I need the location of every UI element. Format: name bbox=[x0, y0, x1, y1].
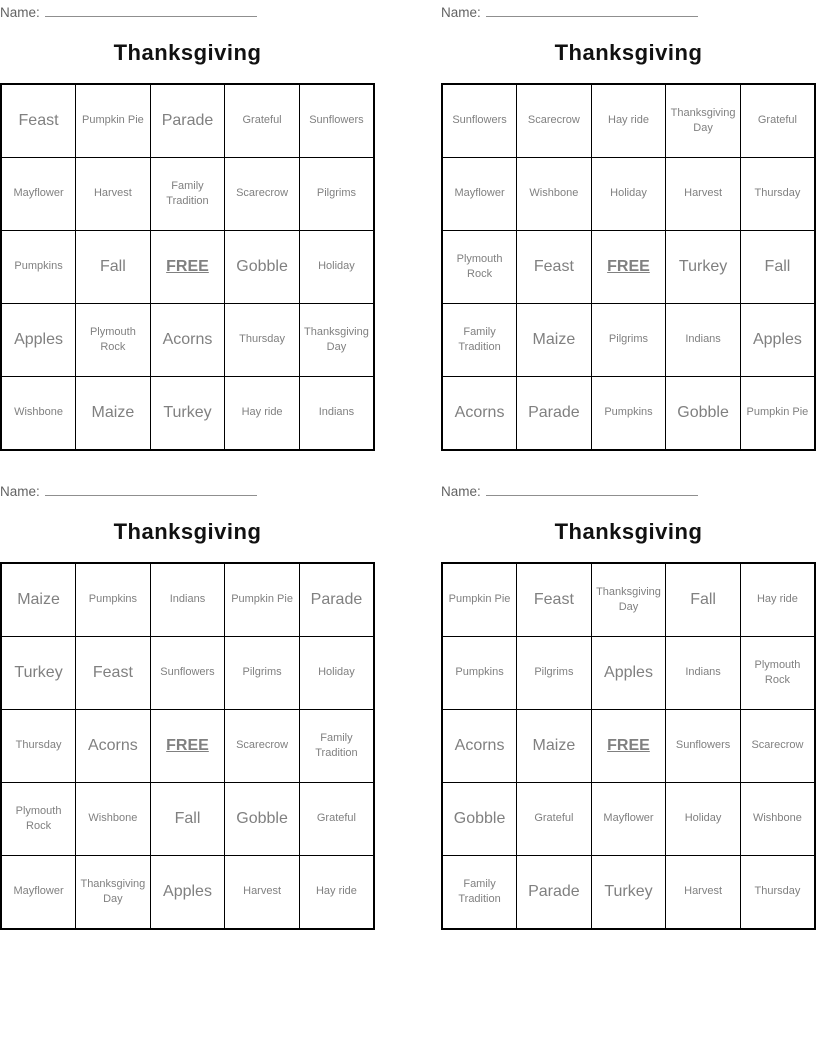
bingo-row bbox=[442, 856, 815, 930]
bingo-row bbox=[442, 563, 815, 637]
bingo-cell: Grateful bbox=[299, 783, 374, 856]
name-fill-line bbox=[45, 3, 257, 17]
bingo-cell: Wishbone bbox=[517, 158, 592, 231]
bingo-cell: Turkey bbox=[150, 377, 225, 451]
bingo-free-cell: FREE bbox=[591, 710, 666, 783]
bingo-cell: Indians bbox=[150, 563, 225, 637]
bingo-cell: Acorns bbox=[442, 710, 517, 783]
bingo-cell: Sunflowers bbox=[150, 637, 225, 710]
bingo-cell: Pumpkins bbox=[591, 377, 666, 451]
bingo-cell: Pumpkin Pie bbox=[740, 377, 815, 451]
bingo-cell: Family Tradition bbox=[150, 158, 225, 231]
bingo-row bbox=[442, 710, 815, 783]
bingo-cell: Scarecrow bbox=[225, 158, 300, 231]
bingo-row bbox=[442, 158, 815, 231]
bingo-cell: Wishbone bbox=[740, 783, 815, 856]
card-title: Thanksgiving bbox=[113, 519, 262, 544]
bingo-cell: Holiday bbox=[299, 637, 374, 710]
bingo-cell: Hay ride bbox=[225, 377, 300, 451]
bingo-cell: Pilgrims bbox=[517, 637, 592, 710]
bingo-cell: Hay ride bbox=[299, 856, 374, 930]
bingo-cell: Thanksgiving Day bbox=[76, 856, 151, 930]
name-row bbox=[0, 482, 257, 499]
bingo-cell: Wishbone bbox=[76, 783, 151, 856]
bingo-grid bbox=[441, 562, 816, 930]
name-row bbox=[441, 3, 698, 20]
bingo-row bbox=[1, 304, 374, 377]
bingo-cell: Pilgrims bbox=[591, 304, 666, 377]
bingo-cell: Holiday bbox=[666, 783, 741, 856]
name-label: Name: bbox=[441, 5, 481, 20]
bingo-cell: Feast bbox=[76, 637, 151, 710]
bingo-row bbox=[442, 304, 815, 377]
bingo-row bbox=[1, 231, 374, 304]
bingo-row bbox=[1, 84, 374, 158]
bingo-cell: Indians bbox=[666, 637, 741, 710]
bingo-cell: Family Tradition bbox=[442, 304, 517, 377]
bingo-cell: Maize bbox=[1, 563, 76, 637]
bingo-cell: Parade bbox=[517, 377, 592, 451]
bingo-cell: Thanksgiving Day bbox=[299, 304, 374, 377]
bingo-cell: Harvest bbox=[76, 158, 151, 231]
bingo-cell: Feast bbox=[517, 231, 592, 304]
bingo-row bbox=[1, 783, 374, 856]
bingo-cell: Thanksgiving Day bbox=[591, 563, 666, 637]
bingo-cell: Parade bbox=[299, 563, 374, 637]
bingo-cell: Pumpkins bbox=[76, 563, 151, 637]
bingo-cell: Plymouth Rock bbox=[442, 231, 517, 304]
bingo-cell: Mayflower bbox=[591, 783, 666, 856]
bingo-cell: Pilgrims bbox=[225, 637, 300, 710]
bingo-row bbox=[1, 637, 374, 710]
bingo-cell: Sunflowers bbox=[666, 710, 741, 783]
bingo-cell: Plymouth Rock bbox=[76, 304, 151, 377]
name-fill-line bbox=[486, 482, 698, 496]
bingo-cell: Fall bbox=[740, 231, 815, 304]
bingo-row bbox=[1, 563, 374, 637]
bingo-cell: Mayflower bbox=[442, 158, 517, 231]
bingo-cell: Pumpkins bbox=[442, 637, 517, 710]
bingo-grid bbox=[0, 562, 375, 930]
bingo-cell: Parade bbox=[517, 856, 592, 930]
bingo-cell: Fall bbox=[76, 231, 151, 304]
bingo-cell: Harvest bbox=[666, 856, 741, 930]
name-row bbox=[0, 3, 257, 20]
bingo-cell: Family Tradition bbox=[442, 856, 517, 930]
bingo-cell: Holiday bbox=[591, 158, 666, 231]
bingo-row bbox=[1, 856, 374, 930]
name-label: Name: bbox=[441, 484, 481, 499]
bingo-row bbox=[442, 783, 815, 856]
bingo-cell: Plymouth Rock bbox=[1, 783, 76, 856]
bingo-cell: Indians bbox=[666, 304, 741, 377]
bingo-cell: Thursday bbox=[225, 304, 300, 377]
bingo-cell: Turkey bbox=[591, 856, 666, 930]
name-row bbox=[441, 482, 698, 499]
bingo-cell: Maize bbox=[517, 710, 592, 783]
bingo-cell: Harvest bbox=[666, 158, 741, 231]
bingo-cell: Thursday bbox=[740, 856, 815, 930]
bingo-cell: Hay ride bbox=[591, 84, 666, 158]
bingo-cell: Parade bbox=[150, 84, 225, 158]
bingo-cell: Sunflowers bbox=[442, 84, 517, 158]
bingo-row bbox=[1, 710, 374, 783]
name-fill-line bbox=[45, 482, 257, 496]
bingo-cell: Apples bbox=[1, 304, 76, 377]
bingo-cell: Hay ride bbox=[740, 563, 815, 637]
bingo-cell: Wishbone bbox=[1, 377, 76, 451]
bingo-grid bbox=[441, 83, 816, 451]
bingo-cell: Pumpkins bbox=[1, 231, 76, 304]
bingo-free-cell: FREE bbox=[150, 231, 225, 304]
bingo-cell: Mayflower bbox=[1, 856, 76, 930]
bingo-cell: Acorns bbox=[442, 377, 517, 451]
bingo-free-cell: FREE bbox=[150, 710, 225, 783]
bingo-cell: Pilgrims bbox=[299, 158, 374, 231]
bingo-cell: Turkey bbox=[1, 637, 76, 710]
bingo-grid bbox=[0, 83, 375, 451]
name-fill-line bbox=[486, 3, 698, 17]
bingo-cell: Family Tradition bbox=[299, 710, 374, 783]
bingo-cell: Apples bbox=[150, 856, 225, 930]
bingo-cell: Sunflowers bbox=[299, 84, 374, 158]
bingo-row bbox=[442, 231, 815, 304]
bingo-cell: Gobble bbox=[225, 231, 300, 304]
bingo-cell: Scarecrow bbox=[740, 710, 815, 783]
bingo-cell: Feast bbox=[1, 84, 76, 158]
bingo-cell: Pumpkin Pie bbox=[76, 84, 151, 158]
bingo-cell: Maize bbox=[76, 377, 151, 451]
bingo-cell: Apples bbox=[740, 304, 815, 377]
bingo-cell: Indians bbox=[299, 377, 374, 451]
bingo-cell: Grateful bbox=[225, 84, 300, 158]
bingo-cell: Feast bbox=[517, 563, 592, 637]
bingo-cell: Gobble bbox=[666, 377, 741, 451]
bingo-cell: Fall bbox=[666, 563, 741, 637]
bingo-cell: Plymouth Rock bbox=[740, 637, 815, 710]
card-title: Thanksgiving bbox=[554, 40, 703, 65]
bingo-cell: Grateful bbox=[517, 783, 592, 856]
name-label: Name: bbox=[0, 484, 40, 499]
bingo-cell: Scarecrow bbox=[517, 84, 592, 158]
bingo-cell: Fall bbox=[150, 783, 225, 856]
bingo-cell: Thanksgiving Day bbox=[666, 84, 741, 158]
bingo-row bbox=[442, 637, 815, 710]
bingo-cell: Maize bbox=[517, 304, 592, 377]
bingo-cell: Scarecrow bbox=[225, 710, 300, 783]
bingo-cell: Thursday bbox=[740, 158, 815, 231]
bingo-cell: Harvest bbox=[225, 856, 300, 930]
card-title: Thanksgiving bbox=[113, 40, 262, 65]
bingo-row bbox=[1, 377, 374, 451]
bingo-cell: Acorns bbox=[150, 304, 225, 377]
bingo-cell: Gobble bbox=[442, 783, 517, 856]
bingo-cell: Turkey bbox=[666, 231, 741, 304]
bingo-cell: Acorns bbox=[76, 710, 151, 783]
name-label: Name: bbox=[0, 5, 40, 20]
bingo-cell: Pumpkin Pie bbox=[442, 563, 517, 637]
bingo-cell: Gobble bbox=[225, 783, 300, 856]
bingo-free-cell: FREE bbox=[591, 231, 666, 304]
bingo-cell: Grateful bbox=[740, 84, 815, 158]
bingo-row bbox=[442, 377, 815, 451]
bingo-row bbox=[1, 158, 374, 231]
card-title: Thanksgiving bbox=[554, 519, 703, 544]
bingo-cell: Thursday bbox=[1, 710, 76, 783]
bingo-cell: Mayflower bbox=[1, 158, 76, 231]
bingo-cell: Pumpkin Pie bbox=[225, 563, 300, 637]
bingo-cell: Holiday bbox=[299, 231, 374, 304]
bingo-row bbox=[442, 84, 815, 158]
bingo-cell: Apples bbox=[591, 637, 666, 710]
